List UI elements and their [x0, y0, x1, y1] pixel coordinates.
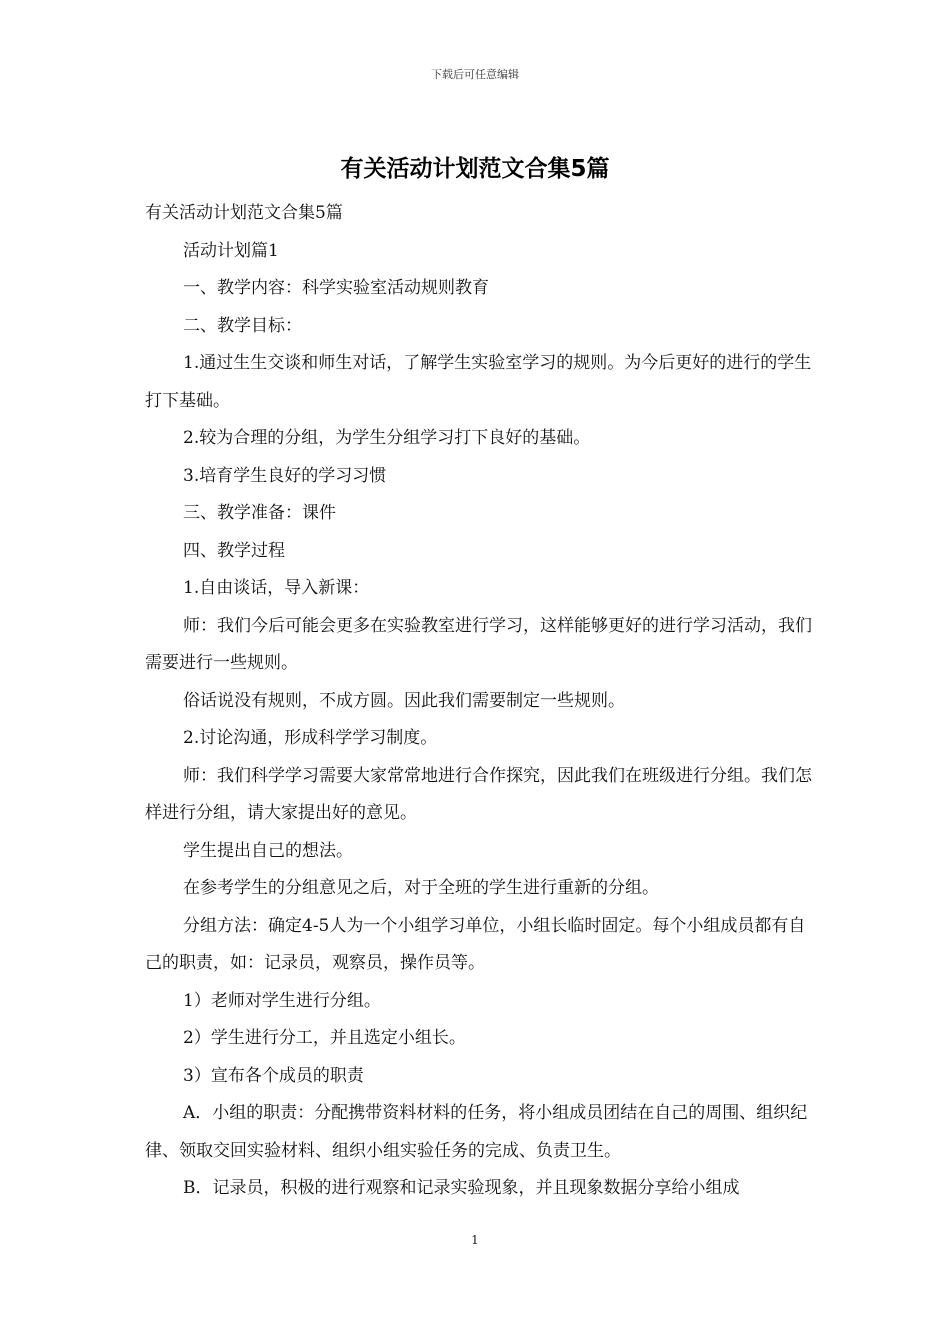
paragraph: 1.通过生生交谈和师生对话，了解学生实验室学习的规则。为今后更好的进行的学生打下基础。	[145, 353, 812, 411]
paragraph: 学生提出自己的想法。	[183, 840, 353, 861]
paragraph: 2.讨论沟通，形成科学学习制度。	[183, 728, 438, 748]
paragraph: 3.培育学生良好的学习习惯	[183, 465, 387, 486]
paragraph: 师：我们科学学习需要大家常常地进行合作探究，因此我们在班级进行分组。我们怎样进行分组，请大家提出好的意见。	[145, 765, 812, 823]
document-title: 有关活动计划范文合集5篇	[340, 156, 610, 182]
paragraph: 四、教学过程	[183, 540, 285, 561]
paragraph: 活动计划篇1	[183, 240, 279, 261]
header-note: 下载后可任意编辑	[431, 68, 519, 81]
paragraph: 二、教学目标：	[183, 315, 302, 336]
document-body	[145, 195, 815, 1208]
paragraph: 在参考学生的分组意见之后，对于全班的学生进行重新的分组。	[183, 878, 659, 898]
paragraph: 一、教学内容：科学实验室活动规则教育	[183, 278, 489, 298]
page-number: 1	[471, 1233, 479, 1247]
paragraph: 1）老师对学生进行分组。	[183, 990, 381, 1011]
paragraph: B．记录员，积极的进行观察和记录实验现象，并且现象数据分享给小组成	[183, 1178, 740, 1198]
paragraph: 3）宣布各个成员的职责	[183, 1065, 364, 1086]
paragraph: 三、教学准备：课件	[183, 503, 336, 523]
paragraph: 师：我们今后可能会更多在实验教室进行学习，这样能够更好的进行学习活动，我们需要进行一些规则。	[145, 615, 812, 673]
paragraph: 1.自由谈话，导入新课：	[183, 578, 370, 598]
paragraph: A．小组的职责：分配携带资料材料的任务，将小组成员团结在自己的周围、组织纪律、领取交回实验材料、组织小组实验任务的完成、负责卫生。	[145, 1103, 808, 1161]
paragraph: 有关活动计划范文合集5篇	[145, 203, 343, 223]
paragraph: 分组方法：确定4-5人为一个小组学习单位，小组长临时固定。每个小组成员都有自己的职责，如：记录员，观察员，操作员等。	[145, 915, 806, 973]
paragraph: 俗话说没有规则，不成方圆。因此我们需要制定一些规则。	[183, 690, 625, 711]
paragraph: 2.较为合理的分组，为学生分组学习打下良好的基础。	[183, 428, 591, 448]
paragraph: 2）学生进行分工，并且选定小组长。	[183, 1028, 466, 1048]
